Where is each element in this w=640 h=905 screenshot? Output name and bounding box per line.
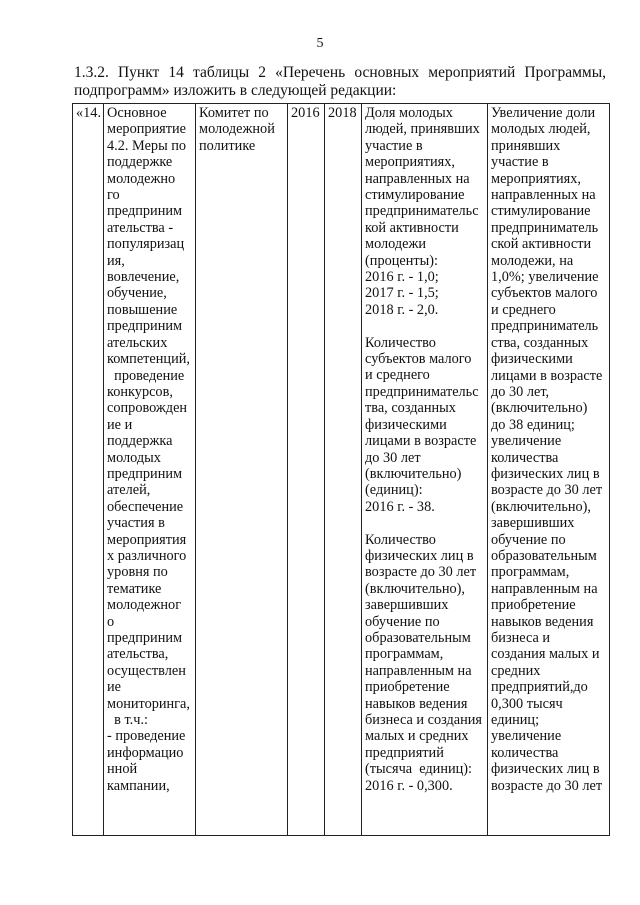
cell-text-line: участия в [107, 515, 165, 532]
indicator-cell [362, 104, 488, 836]
cell-text-line: предприниматель [491, 318, 599, 335]
cell-text-line: осуществлен [107, 662, 186, 679]
cell-text-line: субъектов малого [491, 285, 598, 302]
cell-text-line: Комитет по [199, 105, 269, 121]
cell-text-line: молодежи [365, 236, 427, 253]
cell-text-line: мероприятиях, [491, 170, 581, 187]
cell-text-line: и среднего [491, 301, 556, 318]
cell-text-line: возрасте до 30 лет [491, 777, 603, 794]
executor-text [199, 105, 285, 154]
cell-text-line: тва, созданных [365, 400, 456, 417]
cell-text-line: увеличение [491, 433, 562, 450]
cell-text-line: программам, [365, 646, 444, 663]
page-number: 5 [316, 36, 324, 51]
cell-text-line: (единиц): [365, 482, 423, 499]
cell-text-line: (включительно), [365, 580, 465, 597]
cell-text-line: направленных на [491, 187, 596, 204]
cell-text-line: создания малых и [491, 646, 600, 663]
cell-text-line: до 30 лет, [491, 383, 550, 400]
cell-text-line: Количество [365, 334, 436, 351]
cell-text-line: образовательным [365, 629, 471, 646]
cell-text-line: предприятий,до [491, 679, 588, 696]
cell-text-line: молодых людей, [491, 121, 591, 138]
executor-cell [196, 104, 288, 836]
cell-text-line [365, 318, 485, 334]
cell-text-line: популяризац [107, 236, 185, 253]
cell-text-line: предприятий [365, 744, 444, 761]
cell-text-line: единиц; [491, 712, 540, 729]
cell-text-line: конкурсов, [107, 383, 173, 400]
cell-text-line: предпринимательс [365, 203, 479, 220]
cell-text-line: ательства, [107, 646, 169, 663]
cell-text-line: Количество [365, 531, 436, 548]
end-year: 2018 [328, 105, 357, 121]
cell-text-line: ие и [107, 416, 133, 433]
cell-text-line: бизнеса и [491, 630, 551, 646]
cell-text-line: 0,300 тысяч [491, 695, 563, 712]
cell-text-line: направленных на [365, 170, 470, 187]
cell-text-line: предприним [107, 203, 183, 220]
cell-text-line: обучение по [491, 531, 566, 548]
cell-text-line: вовлечение, [107, 269, 180, 286]
cell-text-line: предприним [107, 318, 183, 335]
result-text [491, 105, 607, 794]
cell-text-line: проведение [107, 367, 185, 384]
indicator-text [365, 105, 485, 794]
start-year: 2016 [291, 105, 320, 121]
cell-text-line: навыков ведения [365, 695, 468, 712]
cell-text-line: ия, [107, 252, 125, 269]
cell-text-line: мониторинга, [107, 695, 190, 712]
cell-text-line: 2016 г. - 38. [365, 498, 435, 515]
cell-text-line: завершивших [365, 597, 449, 614]
cell-text-line: принявших [491, 137, 561, 154]
cell-text-line: мероприятие [107, 121, 186, 138]
cell-text-line: (включительно) [365, 465, 462, 482]
cell-text-line: приобретение [491, 597, 576, 614]
cell-text-line: 4.2. Меры по [107, 137, 187, 154]
cell-text-line: обучение, [107, 285, 167, 302]
cell-text-line: ства, созданных [491, 334, 589, 351]
cell-text-line: сопровожден [107, 400, 188, 417]
cell-text-line: стимулирование [491, 203, 591, 220]
cell-text-line: 2016 г. - 0,300. [365, 777, 453, 794]
cell-text-line: ской активности [491, 236, 592, 253]
cell-text-line: навыков ведения [491, 613, 594, 630]
cell-text-line: нной [107, 761, 138, 778]
cell-text-line: в т.ч.: [107, 712, 148, 729]
cell-text-line: мероприятиях, [365, 154, 455, 171]
cell-text-line: молодежи, на [491, 252, 574, 269]
cell-text-line: до 38 единиц; [491, 416, 575, 433]
cell-text-line: завершивших [491, 515, 575, 532]
cell-text-line [365, 515, 485, 531]
cell-text-line: х различного [107, 547, 187, 564]
cell-text-line: Основное [107, 105, 167, 121]
cell-text-line: - проведение [107, 728, 186, 745]
cell-text-line: до 30 лет [365, 449, 421, 466]
cell-text-line: поддержке [107, 154, 173, 171]
cell-text-line: возрасте до 30 лет [365, 564, 477, 581]
cell-text-line: физических лиц в [491, 465, 600, 482]
cell-text-line: малых и средних [365, 728, 469, 745]
cell-text-line: Увеличение доли [491, 105, 596, 121]
end-year-cell [325, 104, 362, 836]
cell-text-line: увеличение [491, 728, 562, 745]
cell-text-line: (включительно) [491, 400, 588, 417]
cell-text-line: политике [199, 137, 256, 154]
cell-text-line: физических лиц в [365, 547, 474, 564]
cell-text-line: (проценты): [365, 252, 438, 269]
cell-text-line: предприниматель [491, 219, 599, 236]
result-cell [488, 104, 610, 836]
event-text [107, 105, 193, 794]
cell-text-line: го [107, 187, 120, 204]
table-row [73, 104, 610, 836]
cell-text-line: физическими [365, 416, 447, 433]
cell-text-line: участие в [365, 137, 423, 154]
cell-text-line: стимулирование [365, 187, 465, 204]
cell-text-line: компетенций, [107, 351, 190, 368]
cell-text-line: ательских [107, 334, 168, 351]
cell-text-line: приобретение [365, 679, 450, 696]
cell-text-line: предпринимательс [365, 383, 479, 400]
cell-text-line: Доля молодых [365, 105, 453, 121]
cell-text-line: и среднего [365, 367, 430, 384]
cell-text-line: возрасте до 30 лет [491, 482, 603, 499]
cell-text-line: кампании, [107, 777, 170, 794]
cell-text-line: молодежног [107, 597, 182, 614]
cell-text-line: предприним [107, 630, 183, 646]
intro-line-2: подпрограмм» изложить в следующей редакции: [74, 82, 397, 99]
cell-text-line: (тысяча единиц): [365, 761, 473, 778]
cell-text-line: образовательным [491, 547, 597, 564]
cell-text-line: предприним [107, 465, 183, 482]
cell-text-line: лицами в возрасте [365, 433, 477, 450]
cell-text-line: ательства - [107, 219, 174, 236]
cell-text-line: уровня по [107, 564, 168, 581]
cell-text-line: 1,0%; увеличение [491, 269, 599, 286]
cell-text-line: бизнеса и создания [365, 712, 483, 728]
cell-text-line: людей, принявших [365, 121, 480, 138]
cell-text-line: участие в [491, 154, 549, 171]
cell-text-line: ателей, [107, 482, 151, 499]
row-number: «14. [76, 105, 102, 121]
cell-text-line: направленным на [491, 580, 598, 597]
cell-text-line: количества [491, 744, 559, 761]
cell-text-line: информацио [107, 744, 184, 761]
cell-text-line: молодежной [199, 121, 275, 138]
cell-text-line: повышение [107, 301, 178, 318]
program-table [72, 103, 610, 836]
cell-text-line: поддержка [107, 433, 173, 450]
cell-text-line: ие [107, 679, 122, 696]
cell-text-line: мероприятия [107, 531, 187, 548]
intro-line-1: 1.3.2. Пункт 14 таблицы 2 «Перечень основных мероприятий Программы, [74, 64, 606, 81]
cell-text-line: (включительно), [491, 498, 591, 515]
cell-text-line: о [107, 613, 115, 630]
cell-text-line: обучение по [365, 613, 440, 630]
cell-text-line: 2018 г. - 2,0. [365, 301, 439, 318]
cell-text-line: кой активности [365, 219, 459, 236]
cell-text-line: программам, [491, 564, 570, 581]
cell-text-line: 2017 г. - 1,5; [365, 285, 439, 302]
cell-text-line: направленным на [365, 662, 472, 679]
intro-paragraph [74, 64, 606, 100]
cell-text-line: молодых [107, 449, 161, 466]
cell-text-line: лицами в возрасте [491, 367, 603, 384]
cell-text-line: физических лиц в [491, 761, 600, 778]
start-year-cell [288, 104, 325, 836]
event-cell [104, 104, 196, 836]
cell-text-line: обеспечение [107, 498, 184, 515]
cell-text-line: количества [491, 449, 559, 466]
cell-text-line: субъектов малого [365, 351, 472, 368]
cell-text-line: 2016 г. - 1,0; [365, 269, 439, 286]
cell-text-line: молодежно [107, 170, 176, 187]
cell-text-line: тематике [107, 580, 162, 597]
row-number-cell [73, 104, 104, 836]
cell-text-line: физическими [491, 351, 573, 368]
cell-text-line: средних [491, 662, 541, 679]
